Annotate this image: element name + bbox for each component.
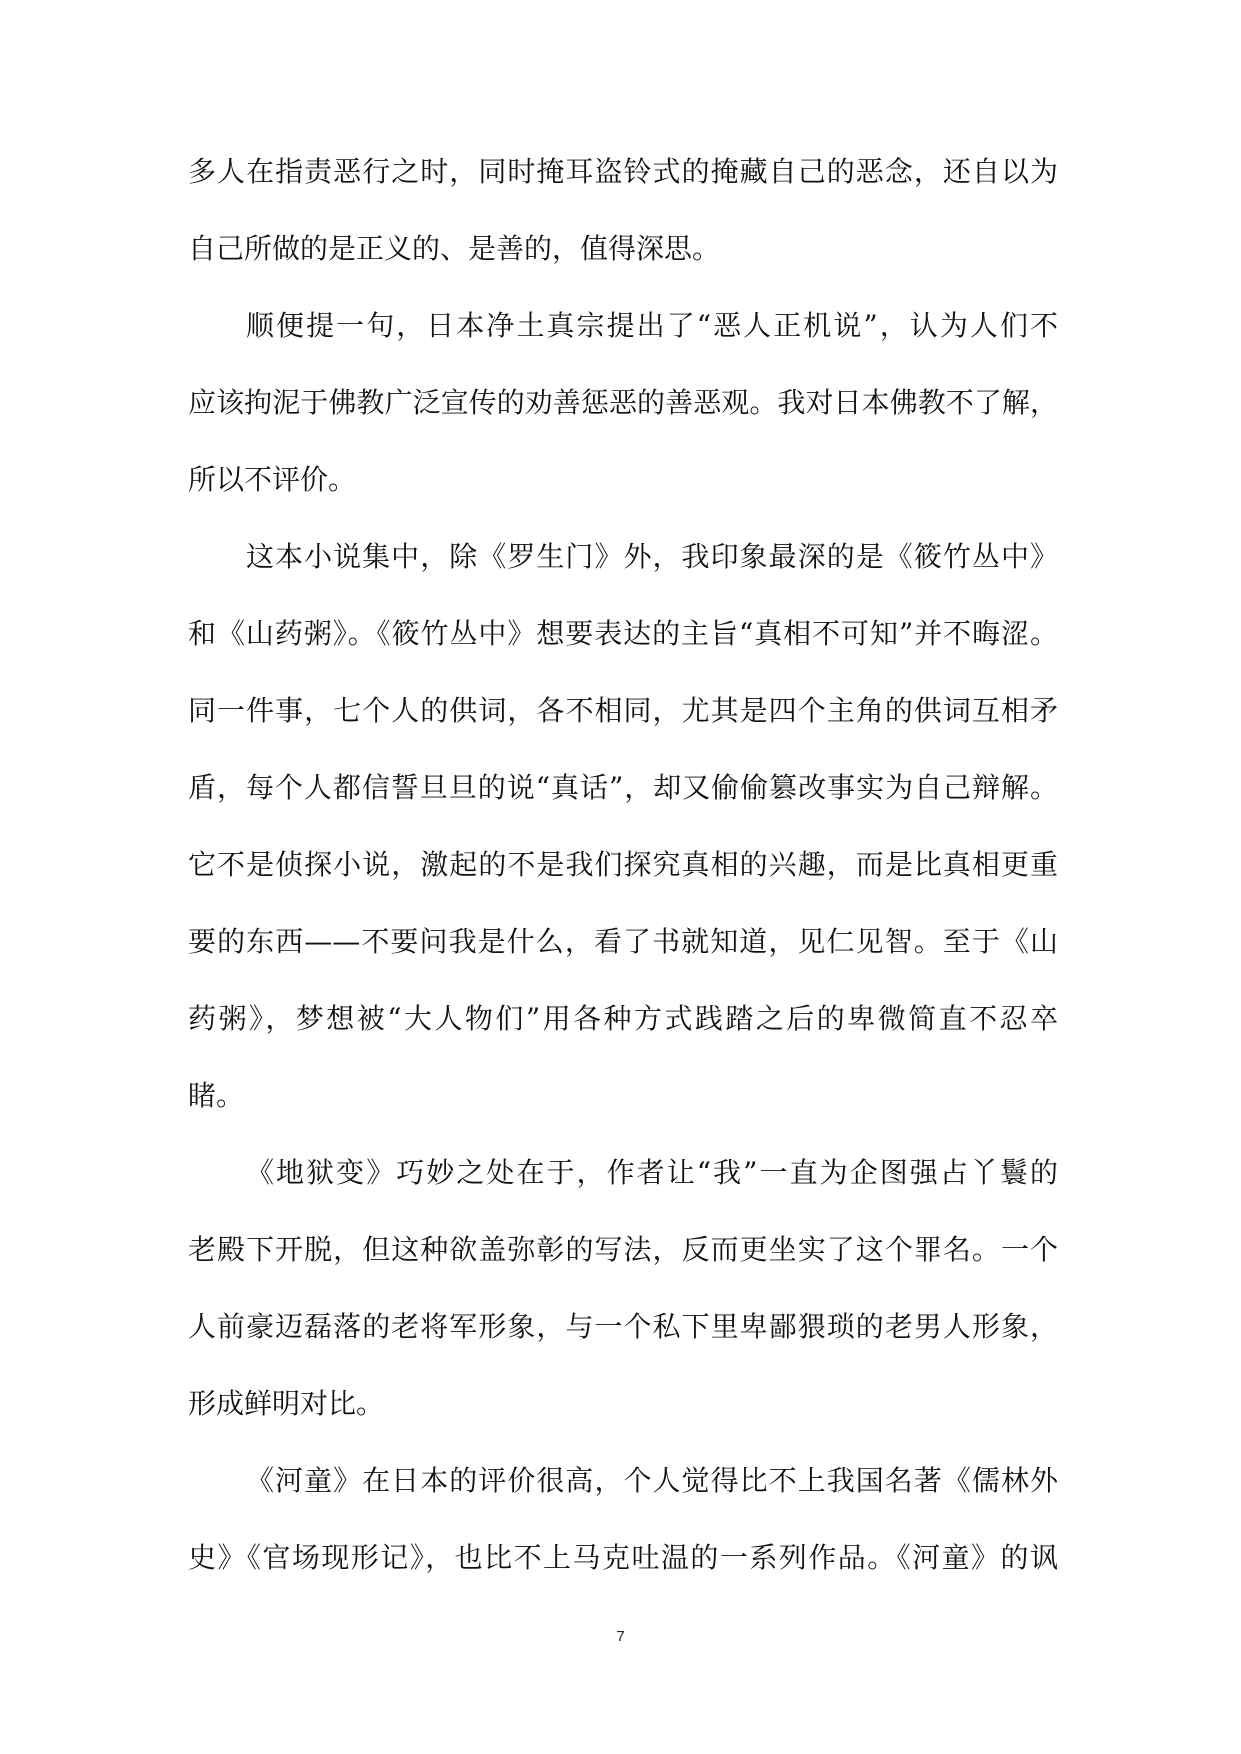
text-line: 它不是侦探小说，激起的不是我们探究真相的兴趣，而是比真相更重: [188, 848, 1058, 881]
text-line: 自己所做的是正义的、是善的，值得深思。: [188, 232, 721, 265]
text-line: 《地狱变》巧妙之处在于，作者让“我”一直为企图强占丫鬟的: [246, 1156, 1058, 1189]
text-line: 睹。: [188, 1079, 245, 1112]
text-line: 要的东西——不要问我是什么，看了书就知道，见仁见智。至于《山: [188, 925, 1058, 958]
text-line: 药粥》，梦想被“大人物们”用各种方式践踏之后的卑微简直不忍卒: [188, 1002, 1058, 1035]
text-line: 史》《官场现形记》，也比不上马克吐温的一系列作品。《河童》的讽: [188, 1541, 1058, 1574]
text-line: 盾，每个人都信誓旦旦的说“真话”，却又偷偷篡改事实为自己辩解。: [188, 771, 1058, 804]
text-line: 应该拘泥于佛教广泛宣传的劝善惩恶的善恶观。我对日本佛教不了解，: [188, 386, 1058, 419]
text-line: 和《山药粥》。《筱竹丛中》想要表达的主旨“真相不可知”并不晦涩。: [188, 617, 1058, 650]
body-text: [188, 145, 1058, 1608]
text-line: 同一件事，七个人的供词，各不相同，尤其是四个主角的供词互相矛: [188, 694, 1058, 727]
text-line: 《河童》在日本的评价很高，个人觉得比不上我国名著《儒林外: [246, 1464, 1058, 1497]
text-line: 多人在指责恶行之时，同时掩耳盗铃式的掩藏自己的恶念，还自以为: [188, 155, 1058, 188]
text-line: 老殿下开脱，但这种欲盖弥彰的写法，反而更坐实了这个罪名。一个: [188, 1233, 1058, 1266]
text-line: 人前豪迈磊落的老将军形象，与一个私下里卑鄙猥琐的老男人形象，: [188, 1310, 1058, 1343]
text-line: 所以不评价。: [188, 463, 357, 496]
text-line: 顺便提一句，日本净土真宗提出了“恶人正机说”，认为人们不: [246, 309, 1058, 342]
page-number: 7: [616, 1628, 625, 1645]
text-line: 形成鲜明对比。: [188, 1387, 385, 1420]
text-line: 这本小说集中，除《罗生门》外，我印象最深的是《筱竹丛中》: [246, 540, 1058, 573]
